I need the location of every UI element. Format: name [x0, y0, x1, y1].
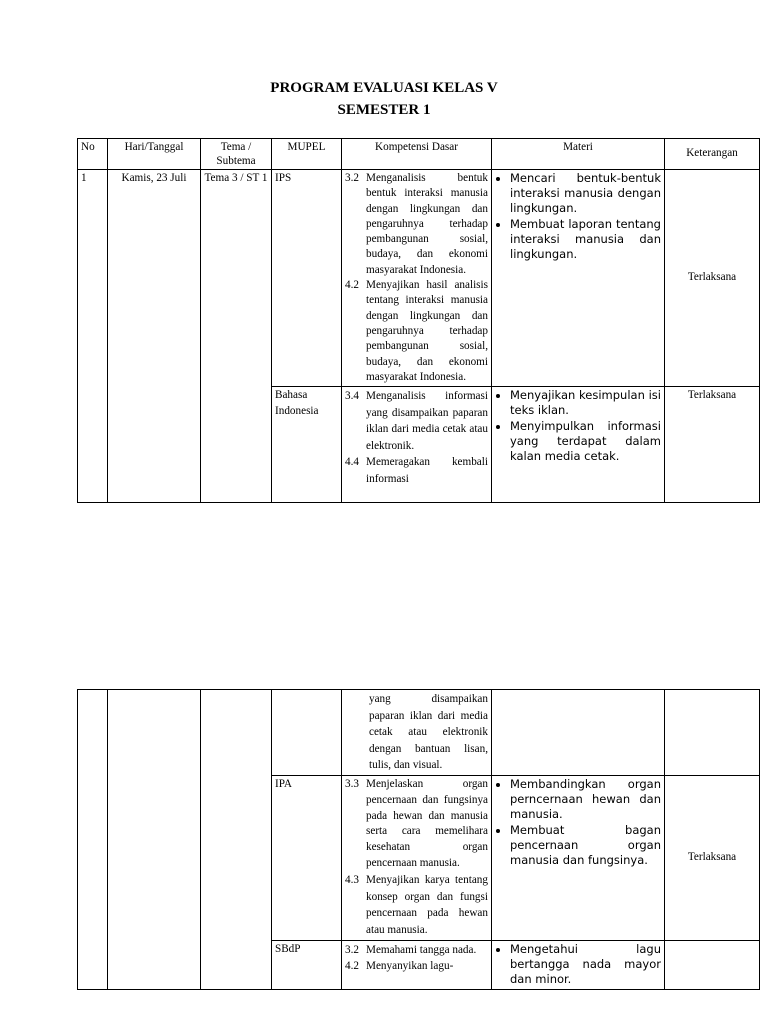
header-tema-subtema: Tema / Subtema — [201, 139, 272, 170]
kd-item: 3.2 Memahami tangga nada. — [345, 943, 477, 956]
materi-item: • Menyimpulkan informasi yang terdapat dalam kalan media cetak. — [510, 419, 661, 465]
kd-item: 3.2 Menganalisis bentuk bentuk interaksi manusia dengan lingkungan dan pengaruhnya terhadap pembangunan sosial, budaya, dan ekonomi masyarakat Indonesia. — [345, 172, 488, 276]
mupel-cell: SBdP — [272, 940, 342, 989]
materi-cell — [492, 775, 665, 940]
keterangan-cell-empty — [665, 690, 760, 776]
row-number: 1 — [78, 170, 108, 503]
header-kompetensi-dasar: Kompetensi Dasar — [342, 139, 492, 170]
kd-cell — [342, 775, 492, 940]
materi-item: • Mengetahui lagu bertangga nada mayor dan minor. — [510, 942, 661, 988]
materi-item: • Mencari bentuk-bentuk interaksi manusia dengan lingkungan. — [510, 171, 661, 217]
kd-item: 4.3 Menyajikan karya tentang konsep organ dan fungsi pencernaan pada hewan atau manusia. — [345, 873, 488, 937]
materi-cell — [492, 387, 665, 503]
row-tema: Tema 3 / ST 1 — [201, 170, 272, 503]
header-hari-tanggal: Hari/Tanggal — [108, 139, 201, 170]
mupel-cell-empty — [272, 690, 342, 776]
keterangan-cell: Terlaksana — [665, 170, 760, 387]
table-row — [78, 170, 760, 387]
title-line-2: SEMESTER 1 — [337, 102, 431, 118]
mupel-cell: Bahasa Indonesia — [272, 387, 342, 503]
materi-item: • Menyajikan kesimpulan isi teks iklan. — [510, 388, 661, 418]
keterangan-cell: Terlaksana — [665, 775, 760, 940]
document-title — [0, 77, 768, 121]
materi-cell — [492, 170, 665, 387]
kd-cell — [342, 170, 492, 387]
title-line-1: PROGRAM EVALUASI KELAS V — [270, 80, 498, 96]
table-header-row — [78, 139, 760, 170]
kd-item: 3.4 Menganalisis informasi yang disampaikan paparan iklan dari media cetak atau elektronik. — [345, 390, 488, 452]
row-tema-empty — [201, 690, 272, 990]
kd-item: 3.3 Menjelaskan organ pencernaan dan fungsinya pada hewan dan manusia serta cara memelihara kesehatan organ pencernaan manusia. — [345, 777, 488, 869]
row-number-empty — [78, 690, 108, 990]
kd-cell-continued: yang disampaikan paparan iklan dari media cetak atau elektronik dengan bantuan lisan, tulis, dan visual. — [342, 690, 492, 776]
table-row — [78, 690, 760, 776]
materi-cell — [492, 940, 665, 989]
kd-item: 4.2 Menyajikan hasil analisis tentang interaksi manusia dengan lingkungan dan pengaruhnya terhadap pembangunan sosial, budaya, dan ekonomi masyarakat Indonesia. — [345, 279, 488, 383]
mupel-cell: IPA — [272, 775, 342, 940]
evaluation-table-page-1 — [77, 138, 760, 503]
mupel-cell: IPS — [272, 170, 342, 387]
row-date: Kamis, 23 Juli — [108, 170, 201, 503]
kd-cell — [342, 387, 492, 503]
row-date-empty — [108, 690, 201, 990]
kd-item: 4.4 Memeragakan kembali informasi — [345, 456, 488, 485]
header-no: No — [78, 139, 108, 170]
kd-item: 4.2 Menyanyikan lagu- — [345, 960, 454, 973]
keterangan-cell — [665, 940, 760, 989]
header-materi: Materi — [492, 139, 665, 170]
materi-cell-empty — [492, 690, 665, 776]
materi-item: • Membuat bagan pencernaan organ manusia dan fungsinya. — [510, 823, 661, 869]
kd-cell — [342, 940, 492, 989]
keterangan-cell: Terlaksana — [665, 387, 760, 503]
materi-item: • Membuat laporan tentang interaksi manusia dan lingkungan. — [510, 217, 661, 263]
materi-item: • Membandingkan organ perncernaan hewan dan manusia. — [510, 777, 661, 823]
header-mupel: MUPEL — [272, 139, 342, 170]
evaluation-table-page-2 — [77, 689, 760, 990]
header-keterangan: Keterangan — [665, 139, 760, 170]
